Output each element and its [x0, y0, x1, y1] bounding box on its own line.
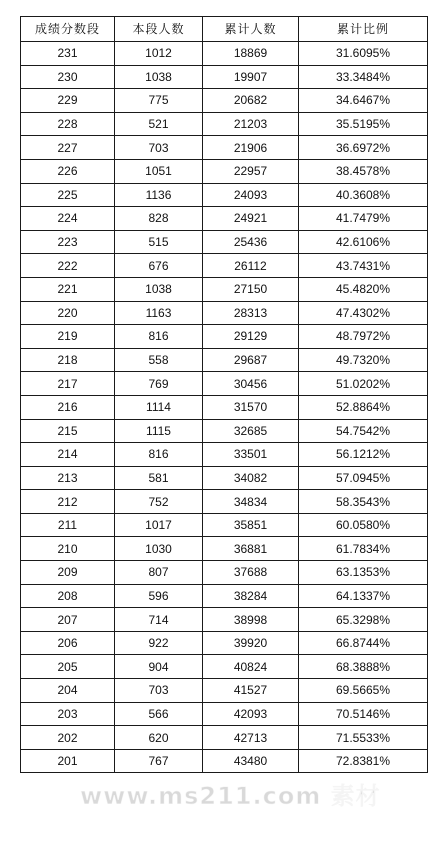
- cell-cumulative-count: 38284: [203, 584, 299, 608]
- cell-cumulative-ratio: 52.8864%: [299, 395, 428, 419]
- table-row: [21, 89, 428, 113]
- cell-segment-count: 596: [115, 584, 203, 608]
- cell-segment-count: 816: [115, 443, 203, 467]
- cell-segment-count: 1163: [115, 301, 203, 325]
- cell-cumulative-count: 33501: [203, 443, 299, 467]
- cell-cumulative-count: 30456: [203, 372, 299, 396]
- cell-cumulative-count: 34082: [203, 466, 299, 490]
- cell-cumulative-ratio: 35.5195%: [299, 112, 428, 136]
- cell-segment-count: 676: [115, 254, 203, 278]
- cell-cumulative-count: 43480: [203, 749, 299, 773]
- cell-segment-count: 922: [115, 631, 203, 655]
- watermark: www.ms211.com 素材: [80, 782, 381, 810]
- table-row: [21, 584, 428, 608]
- cell-cumulative-ratio: 63.1353%: [299, 561, 428, 585]
- table-row: [21, 749, 428, 773]
- cell-score: 226: [21, 159, 115, 183]
- cell-score: 203: [21, 702, 115, 726]
- cell-cumulative-ratio: 33.3484%: [299, 65, 428, 89]
- cell-score: 218: [21, 348, 115, 372]
- cell-score: 224: [21, 207, 115, 231]
- cell-cumulative-ratio: 45.4820%: [299, 277, 428, 301]
- cell-cumulative-count: 20682: [203, 89, 299, 113]
- cell-cumulative-ratio: 65.3298%: [299, 608, 428, 632]
- score-distribution-table: [20, 16, 428, 773]
- cell-cumulative-ratio: 34.6467%: [299, 89, 428, 113]
- cell-cumulative-count: 34834: [203, 490, 299, 514]
- header-segment-count: 本段人数: [115, 17, 203, 42]
- cell-segment-count: 769: [115, 372, 203, 396]
- cell-cumulative-ratio: 72.8381%: [299, 749, 428, 773]
- cell-score: 204: [21, 679, 115, 703]
- cell-score: 216: [21, 395, 115, 419]
- cell-score: 225: [21, 183, 115, 207]
- cell-score: 201: [21, 749, 115, 773]
- cell-score: 202: [21, 726, 115, 750]
- cell-cumulative-count: 18869: [203, 42, 299, 66]
- cell-cumulative-count: 42713: [203, 726, 299, 750]
- cell-cumulative-ratio: 42.6106%: [299, 230, 428, 254]
- cell-score: 207: [21, 608, 115, 632]
- cell-score: 219: [21, 325, 115, 349]
- table-row: [21, 490, 428, 514]
- cell-cumulative-ratio: 60.0580%: [299, 513, 428, 537]
- cell-cumulative-count: 38998: [203, 608, 299, 632]
- cell-cumulative-ratio: 47.4302%: [299, 301, 428, 325]
- cell-cumulative-count: 29687: [203, 348, 299, 372]
- cell-segment-count: 775: [115, 89, 203, 113]
- cell-segment-count: 703: [115, 679, 203, 703]
- cell-cumulative-count: 25436: [203, 230, 299, 254]
- cell-segment-count: 1136: [115, 183, 203, 207]
- table-row: [21, 631, 428, 655]
- table-row: [21, 230, 428, 254]
- cell-segment-count: 828: [115, 207, 203, 231]
- cell-cumulative-count: 28313: [203, 301, 299, 325]
- cell-score: 227: [21, 136, 115, 160]
- cell-cumulative-ratio: 56.1212%: [299, 443, 428, 467]
- cell-cumulative-ratio: 54.7542%: [299, 419, 428, 443]
- cell-segment-count: 1038: [115, 65, 203, 89]
- table-body: [21, 42, 428, 773]
- table-row: [21, 136, 428, 160]
- table-row: [21, 112, 428, 136]
- cell-segment-count: 752: [115, 490, 203, 514]
- table-row: [21, 395, 428, 419]
- cell-segment-count: 581: [115, 466, 203, 490]
- cell-score: 211: [21, 513, 115, 537]
- cell-cumulative-ratio: 70.5146%: [299, 702, 428, 726]
- cell-cumulative-ratio: 57.0945%: [299, 466, 428, 490]
- table-row: [21, 159, 428, 183]
- cell-score: 221: [21, 277, 115, 301]
- cell-cumulative-ratio: 38.4578%: [299, 159, 428, 183]
- cell-score: 223: [21, 230, 115, 254]
- cell-cumulative-ratio: 51.0202%: [299, 372, 428, 396]
- cell-segment-count: 816: [115, 325, 203, 349]
- cell-segment-count: 904: [115, 655, 203, 679]
- cell-score: 220: [21, 301, 115, 325]
- cell-cumulative-ratio: 68.3888%: [299, 655, 428, 679]
- cell-segment-count: 620: [115, 726, 203, 750]
- header-cumulative-ratio: 累计比例: [299, 17, 428, 42]
- cell-cumulative-ratio: 31.6095%: [299, 42, 428, 66]
- cell-score: 217: [21, 372, 115, 396]
- table-row: [21, 419, 428, 443]
- cell-cumulative-count: 24921: [203, 207, 299, 231]
- cell-cumulative-count: 41527: [203, 679, 299, 703]
- table-row: [21, 443, 428, 467]
- cell-score: 231: [21, 42, 115, 66]
- cell-cumulative-count: 27150: [203, 277, 299, 301]
- table-row: [21, 42, 428, 66]
- cell-cumulative-count: 19907: [203, 65, 299, 89]
- cell-score: 210: [21, 537, 115, 561]
- cell-score: 230: [21, 65, 115, 89]
- cell-segment-count: 714: [115, 608, 203, 632]
- cell-score: 205: [21, 655, 115, 679]
- table-row: [21, 561, 428, 585]
- cell-segment-count: 1051: [115, 159, 203, 183]
- cell-cumulative-count: 36881: [203, 537, 299, 561]
- table-row: [21, 207, 428, 231]
- cell-cumulative-count: 21906: [203, 136, 299, 160]
- table-row: [21, 277, 428, 301]
- cell-cumulative-ratio: 66.8744%: [299, 631, 428, 655]
- cell-score: 229: [21, 89, 115, 113]
- cell-cumulative-ratio: 43.7431%: [299, 254, 428, 278]
- table-row: [21, 254, 428, 278]
- table-row: [21, 608, 428, 632]
- cell-cumulative-count: 37688: [203, 561, 299, 585]
- cell-score: 208: [21, 584, 115, 608]
- cell-score: 206: [21, 631, 115, 655]
- table-row: [21, 726, 428, 750]
- cell-score: 213: [21, 466, 115, 490]
- table-row: [21, 679, 428, 703]
- table-row: [21, 348, 428, 372]
- cell-cumulative-ratio: 49.7320%: [299, 348, 428, 372]
- cell-score: 222: [21, 254, 115, 278]
- cell-score: 214: [21, 443, 115, 467]
- cell-cumulative-count: 21203: [203, 112, 299, 136]
- cell-cumulative-count: 26112: [203, 254, 299, 278]
- cell-segment-count: 521: [115, 112, 203, 136]
- score-table-container: [20, 16, 427, 773]
- cell-cumulative-count: 40824: [203, 655, 299, 679]
- cell-cumulative-ratio: 61.7834%: [299, 537, 428, 561]
- table-row: [21, 655, 428, 679]
- table-row: [21, 702, 428, 726]
- cell-cumulative-ratio: 69.5665%: [299, 679, 428, 703]
- cell-cumulative-ratio: 40.3608%: [299, 183, 428, 207]
- cell-cumulative-ratio: 58.3543%: [299, 490, 428, 514]
- header-score-range: 成绩分数段: [21, 17, 115, 42]
- cell-score: 209: [21, 561, 115, 585]
- cell-segment-count: 1115: [115, 419, 203, 443]
- cell-cumulative-count: 35851: [203, 513, 299, 537]
- table-row: [21, 183, 428, 207]
- table-row: [21, 325, 428, 349]
- table-row: [21, 513, 428, 537]
- table-row: [21, 466, 428, 490]
- cell-segment-count: 1114: [115, 395, 203, 419]
- table-header-row: [21, 17, 428, 42]
- cell-segment-count: 1030: [115, 537, 203, 561]
- table-row: [21, 301, 428, 325]
- cell-segment-count: 767: [115, 749, 203, 773]
- cell-cumulative-count: 31570: [203, 395, 299, 419]
- header-cumulative-count: 累计人数: [203, 17, 299, 42]
- cell-cumulative-count: 42093: [203, 702, 299, 726]
- cell-cumulative-ratio: 48.7972%: [299, 325, 428, 349]
- table-row: [21, 65, 428, 89]
- cell-segment-count: 1017: [115, 513, 203, 537]
- cell-segment-count: 1012: [115, 42, 203, 66]
- cell-score: 228: [21, 112, 115, 136]
- cell-score: 212: [21, 490, 115, 514]
- cell-cumulative-ratio: 36.6972%: [299, 136, 428, 160]
- cell-cumulative-ratio: 64.1337%: [299, 584, 428, 608]
- cell-score: 215: [21, 419, 115, 443]
- cell-cumulative-count: 39920: [203, 631, 299, 655]
- cell-segment-count: 703: [115, 136, 203, 160]
- cell-cumulative-count: 22957: [203, 159, 299, 183]
- cell-segment-count: 807: [115, 561, 203, 585]
- cell-cumulative-ratio: 71.5533%: [299, 726, 428, 750]
- cell-cumulative-count: 29129: [203, 325, 299, 349]
- cell-segment-count: 566: [115, 702, 203, 726]
- table-row: [21, 537, 428, 561]
- cell-cumulative-ratio: 41.7479%: [299, 207, 428, 231]
- cell-segment-count: 558: [115, 348, 203, 372]
- cell-cumulative-count: 24093: [203, 183, 299, 207]
- cell-segment-count: 515: [115, 230, 203, 254]
- table-row: [21, 372, 428, 396]
- cell-cumulative-count: 32685: [203, 419, 299, 443]
- cell-segment-count: 1038: [115, 277, 203, 301]
